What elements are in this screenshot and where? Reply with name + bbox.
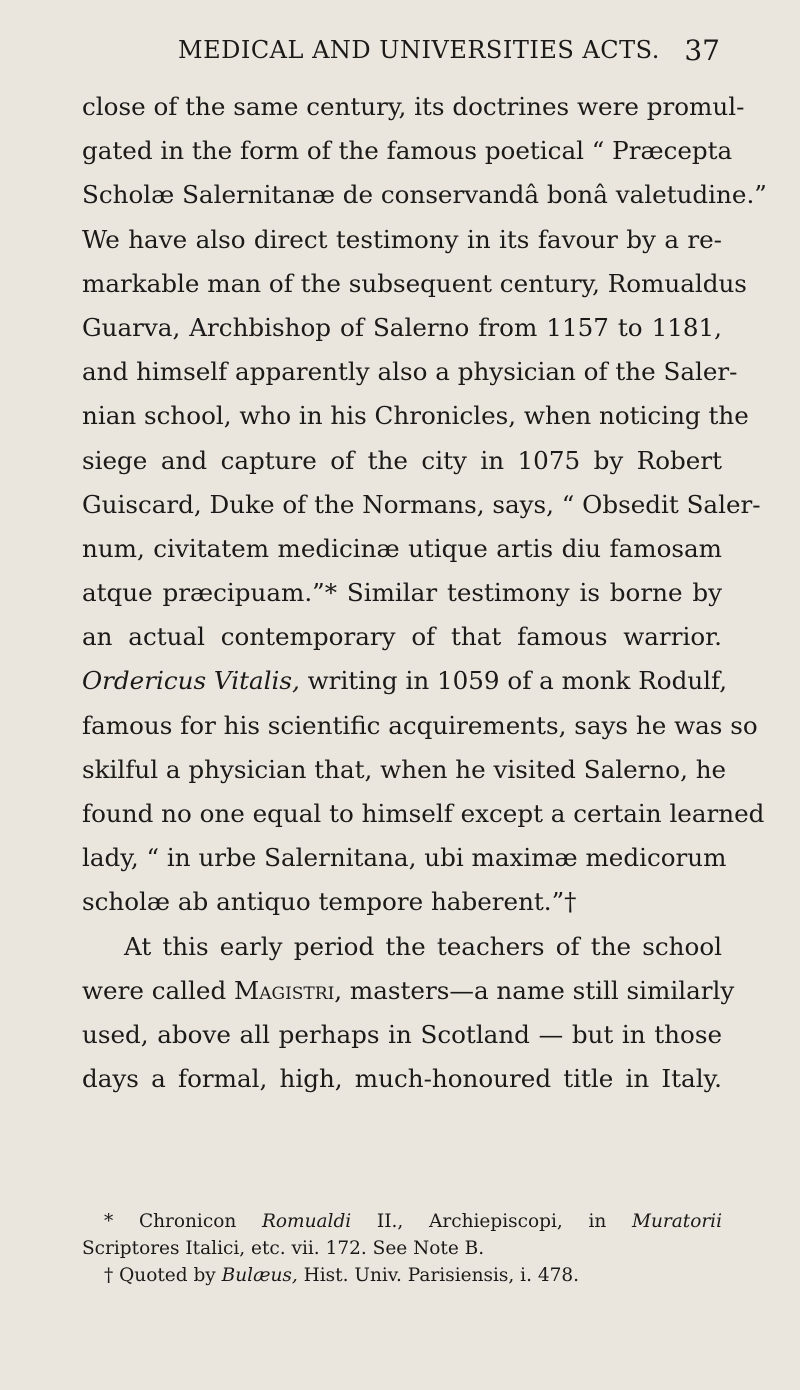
- text-fragment: were called: [82, 975, 235, 1005]
- text-line: [82, 659, 728, 703]
- text-line: famous for his scientific acquirements, says he was so: [82, 710, 758, 740]
- small-caps-term: Magistri: [234, 975, 335, 1005]
- italic-text: Romualdi: [261, 1211, 352, 1232]
- text-fragment: † Quoted by: [104, 1265, 222, 1286]
- text-line: and himself apparently also a physician of the Saler-: [82, 357, 738, 387]
- running-head: [82, 32, 722, 72]
- text-line: nian school, who in his Chronicles, when noticing the: [82, 401, 749, 431]
- text-line: gated in the form of the famous poetical “ Præcepta: [82, 136, 733, 166]
- text-line: [82, 969, 735, 1013]
- text-line: Guiscard, Duke of the Normans, says, “ Obsedit Saler-: [82, 489, 761, 519]
- italic-text: Muratorii: [632, 1211, 723, 1232]
- footnote-line: [82, 1208, 722, 1235]
- footnote-line: Scriptores Italici, etc. vii. 172. See Note B.: [82, 1238, 485, 1259]
- text-line: used, above all perhaps in Scotland — but in those: [82, 1019, 722, 1049]
- text-fragment: writing in 1059 of a monk Rodulf,: [299, 666, 728, 696]
- italic-author-name: Ordericus Vitalis,: [82, 666, 300, 696]
- body-text: [82, 85, 767, 1101]
- italic-text: Bulæus,: [221, 1265, 298, 1286]
- text-line: siege and capture of the city in 1075 by Robert: [82, 445, 722, 475]
- text-line: At this early period the teachers of the school: [124, 931, 722, 961]
- text-line: We have also direct testimony in its favour by a re-: [82, 224, 722, 254]
- text-line: an actual contemporary of that famous warrior.: [82, 622, 722, 652]
- text-line: lady, “ in urbe Salernitana, ubi maximæ medicorum: [82, 843, 727, 873]
- footnotes: [82, 1208, 722, 1289]
- text-line: close of the same century, its doctrines were promul-: [82, 92, 745, 121]
- text-line: Scholæ Salernitanæ de conservandâ bonâ valetudine.”: [82, 180, 767, 210]
- text-line: scholæ ab antiquo tempore haberent.”†: [82, 887, 577, 917]
- footnote-line: [82, 1262, 722, 1289]
- text-fragment: Hist. Univ. Parisiensis, i. 478.: [297, 1265, 580, 1286]
- text-fragment: * Chronicon: [104, 1211, 262, 1232]
- text-line: found no one equal to himself except a certain learned: [82, 799, 765, 828]
- text-fragment: II., Archiepiscopi, in: [351, 1211, 633, 1232]
- running-title: MEDICAL AND UNIVERSITIES ACTS.: [178, 36, 660, 64]
- text-line: atque præcipuam.”* Similar testimony is borne by: [82, 578, 722, 608]
- text-line: markable man of the subsequent century, Romualdus: [82, 268, 747, 298]
- text-line: skilful a physician that, when he visited Salerno, he: [82, 754, 727, 784]
- text-line: num, civitatem medicinæ utique artis diu famosam: [82, 533, 722, 563]
- text-fragment: , masters—a name still similarly: [334, 975, 735, 1005]
- page-number: 37: [684, 34, 720, 67]
- text-line: Guarva, Archbishop of Salerno from 1157 to 1181,: [82, 312, 722, 342]
- text-line: days a formal, high, much-honoured title in Italy.: [82, 1064, 722, 1094]
